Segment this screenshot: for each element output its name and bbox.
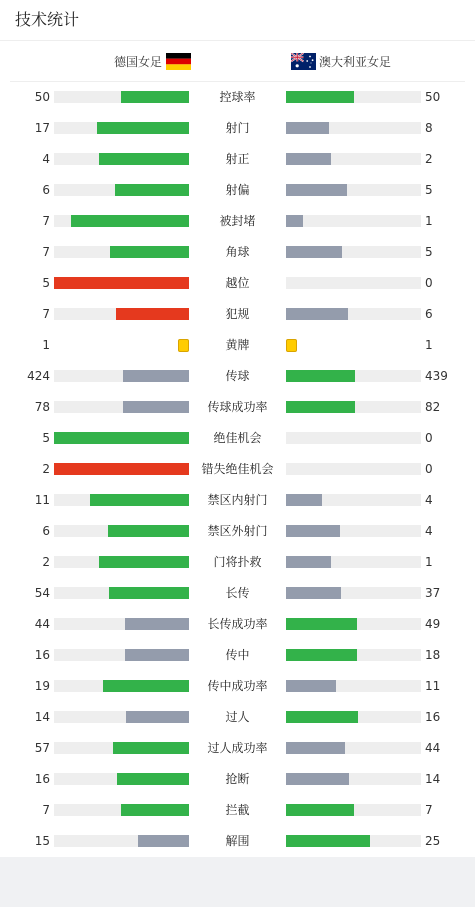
away-stat-bar-fill: [286, 556, 331, 568]
away-stat-value: 1: [425, 338, 433, 352]
home-stat-value: 7: [42, 245, 50, 259]
stat-row: [0, 485, 475, 516]
away-stat-bar: [286, 432, 421, 444]
away-stat-value: 82: [425, 400, 441, 414]
home-stat-value: 17: [34, 121, 50, 135]
home-stat-bar: [54, 835, 189, 847]
stat-label: 射门: [225, 121, 250, 135]
stat-label: 黄牌: [225, 338, 250, 352]
home-stat-value: 1: [42, 338, 50, 352]
away-stat-bar: [286, 804, 421, 816]
away-stat-bar-fill: [286, 184, 347, 196]
away-stat-value: 37: [425, 586, 441, 600]
stat-label: 过人成功率: [207, 741, 268, 755]
away-stat-value: 5: [425, 183, 433, 197]
stat-label: 过人: [225, 710, 250, 724]
away-stat-bar-fill: [286, 215, 303, 227]
home-stat-bar-fill: [126, 711, 189, 723]
away-stat-bar-fill: [286, 370, 355, 382]
home-stat-bar: [54, 494, 189, 506]
away-stat-bar: [286, 587, 421, 599]
stat-row: [0, 764, 475, 795]
home-stat-bar: [54, 680, 189, 692]
away-stat-bar: [286, 556, 421, 568]
stat-row: [0, 826, 475, 857]
stat-label: 禁区外射门: [207, 524, 268, 538]
away-stat-bar-fill: [286, 773, 349, 785]
home-stat-bar-fill: [110, 246, 189, 258]
stat-row: [0, 175, 475, 206]
stat-label: 角球: [225, 245, 250, 259]
stat-row: [0, 237, 475, 268]
stat-label: 控球率: [219, 90, 256, 104]
home-stat-value: 50: [34, 90, 50, 104]
away-stat-value: 1: [425, 555, 433, 569]
stats-list: [0, 82, 475, 857]
home-stat-value: 4: [42, 152, 50, 166]
home-stat-bar-fill: [97, 122, 189, 134]
home-stat-bar-fill: [90, 494, 189, 506]
yellow-card-icon: [286, 339, 297, 352]
home-stat-bar-fill: [54, 277, 189, 289]
away-stat-bar-fill: [286, 587, 341, 599]
stat-label: 射正: [225, 152, 250, 166]
stat-label: 犯规: [225, 307, 250, 321]
stat-row: [0, 392, 475, 423]
home-stat-bar-fill: [108, 525, 189, 537]
away-stat-value: 25: [425, 834, 441, 848]
home-stat-value: 19: [34, 679, 50, 693]
home-stat-value: 57: [34, 741, 50, 755]
stat-label: 长传: [225, 586, 250, 600]
stat-row: [0, 361, 475, 392]
home-stat-value: 14: [34, 710, 50, 724]
page-title: 技术统计: [15, 10, 80, 29]
away-stat-value: 0: [425, 462, 433, 476]
stat-row: [0, 609, 475, 640]
home-stat-value: 78: [34, 400, 50, 414]
away-stat-value: 4: [425, 493, 433, 507]
stat-label: 禁区内射门: [207, 493, 268, 507]
home-stat-value: 2: [42, 462, 50, 476]
home-stat-bar-fill: [71, 215, 189, 227]
away-stat-value: 6: [425, 307, 433, 321]
away-stat-value: 5: [425, 245, 433, 259]
home-stat-value: 7: [42, 307, 50, 321]
home-stat-bar: [54, 91, 189, 103]
home-stat-bar-fill: [115, 184, 189, 196]
stat-label: 越位: [225, 276, 250, 290]
away-stat-bar-fill: [286, 122, 329, 134]
stat-row: [0, 82, 475, 113]
away-stat-bar: [286, 308, 421, 320]
home-stat-bar-fill: [138, 835, 189, 847]
away-stat-value: 2: [425, 152, 433, 166]
away-stat-value: 14: [425, 772, 441, 786]
stat-label: 传球成功率: [207, 400, 268, 414]
stat-row: [0, 547, 475, 578]
home-stat-bar-fill: [117, 773, 189, 785]
home-stat-bar-fill: [121, 91, 189, 103]
home-stat-bar-fill: [121, 804, 189, 816]
stat-label: 错失绝佳机会: [201, 462, 274, 476]
away-stat-value: 0: [425, 431, 433, 445]
away-stat-bar: [286, 463, 421, 475]
away-stat-bar: [286, 494, 421, 506]
home-stat-bar-fill: [123, 370, 189, 382]
home-stat-bar-fill: [54, 463, 189, 475]
home-team[interactable]: [114, 41, 191, 81]
stat-label: 绝佳机会: [213, 431, 262, 445]
home-stat-bar-fill: [125, 649, 189, 661]
stat-row: [0, 113, 475, 144]
away-stat-value: 50: [425, 90, 441, 104]
away-stat-bar: [286, 711, 421, 723]
home-stat-bar: [54, 649, 189, 661]
home-stat-bar-fill: [125, 618, 189, 630]
away-team-name: 澳大利亚女足: [319, 54, 392, 69]
stat-row: [0, 671, 475, 702]
away-stat-value: 8: [425, 121, 433, 135]
stat-label: 射偏: [225, 183, 250, 197]
stat-row: [0, 795, 475, 826]
away-stat-bar: [286, 773, 421, 785]
away-stat-bar: [286, 370, 421, 382]
home-stat-bar: [54, 122, 189, 134]
stat-row: [0, 144, 475, 175]
away-stat-value: 7: [425, 803, 433, 817]
stat-row: [0, 640, 475, 671]
away-stat-bar: [286, 122, 421, 134]
away-stat-bar-fill: [286, 742, 345, 754]
away-stat-bar-fill: [286, 804, 354, 816]
stat-label: 解围: [225, 834, 250, 848]
stat-row: [0, 423, 475, 454]
home-stat-bar: [54, 618, 189, 630]
home-stat-bar: [54, 804, 189, 816]
away-stat-bar-fill: [286, 525, 340, 537]
away-stat-bar-fill: [286, 153, 331, 165]
away-stat-bar-fill: [286, 649, 357, 661]
home-stat-bar-fill: [113, 742, 189, 754]
home-stat-value: 424: [27, 369, 50, 383]
stat-row: [0, 206, 475, 237]
stat-row: [0, 299, 475, 330]
home-stat-bar: [54, 742, 189, 754]
away-stat-bar: [286, 277, 421, 289]
stat-label: 抢断: [225, 772, 250, 786]
home-stat-bar: [54, 277, 189, 289]
away-stat-bar-fill: [286, 91, 354, 103]
stat-label: 被封堵: [219, 214, 256, 228]
stat-row: [0, 268, 475, 299]
away-stat-bar: [286, 215, 421, 227]
home-stat-bar-fill: [123, 401, 189, 413]
home-stat-bar-fill: [103, 680, 189, 692]
home-stat-bar: [54, 773, 189, 785]
home-stat-bar: [54, 153, 189, 165]
teams-header: [0, 41, 475, 81]
stat-label: 门将扑救: [213, 555, 262, 569]
home-stat-bar-fill: [109, 587, 189, 599]
away-stat-bar: [286, 153, 421, 165]
home-stat-bar-fill: [54, 432, 189, 444]
away-stat-value: 1: [425, 214, 433, 228]
stat-row: [0, 733, 475, 764]
germany-flag-icon: [166, 53, 191, 70]
away-stat-bar: [286, 91, 421, 103]
away-stat-bar: [286, 525, 421, 537]
yellow-card-icon: [178, 339, 189, 352]
home-team-name: 德国女足: [114, 54, 163, 69]
australia-flag-icon: [291, 53, 316, 70]
home-stat-value: 15: [34, 834, 50, 848]
home-stat-bar-fill: [99, 153, 189, 165]
stat-row: [0, 516, 475, 547]
home-stat-value: 54: [34, 586, 50, 600]
home-stat-value: 6: [42, 524, 50, 538]
away-stat-value: 4: [425, 524, 433, 538]
away-stat-bar-fill: [286, 401, 355, 413]
home-stat-bar: [54, 401, 189, 413]
home-stat-bar: [54, 525, 189, 537]
away-stat-bar-fill: [286, 711, 358, 723]
home-stat-bar: [54, 184, 189, 196]
home-stat-bar: [54, 308, 189, 320]
home-stat-bar: [54, 215, 189, 227]
stat-label: 传中成功率: [207, 679, 268, 693]
away-stat-bar: [286, 618, 421, 630]
away-stat-bar: [286, 742, 421, 754]
home-stat-value: 44: [34, 617, 50, 631]
stat-row: [0, 454, 475, 485]
away-stat-bar: [286, 184, 421, 196]
home-stat-bar-fill: [99, 556, 189, 568]
home-stat-bar: [54, 587, 189, 599]
away-stat-bar-fill: [286, 308, 348, 320]
away-stat-bar: [286, 649, 421, 661]
away-stat-bar: [286, 680, 421, 692]
stat-row: [0, 578, 475, 609]
home-stat-value: 6: [42, 183, 50, 197]
away-stat-value: 16: [425, 710, 441, 724]
home-stat-bar: [54, 432, 189, 444]
stat-row: [0, 330, 475, 361]
home-stat-value: 16: [34, 648, 50, 662]
home-stat-value: 7: [42, 214, 50, 228]
home-stat-bar-fill: [116, 308, 189, 320]
stat-label: 长传成功率: [207, 617, 268, 631]
away-stat-bar: [286, 835, 421, 847]
home-stat-value: 16: [34, 772, 50, 786]
stat-label: 传中: [225, 648, 250, 662]
away-stat-value: 11: [425, 679, 441, 693]
away-stat-value: 0: [425, 276, 433, 290]
away-stat-value: 44: [425, 741, 441, 755]
home-stat-value: 5: [42, 276, 50, 290]
away-stat-bar-fill: [286, 618, 357, 630]
home-stat-value: 11: [34, 493, 50, 507]
away-stat-bar-fill: [286, 494, 322, 506]
home-stat-bar: [54, 246, 189, 258]
home-stat-bar: [54, 711, 189, 723]
away-stat-value: 18: [425, 648, 441, 662]
away-team[interactable]: [291, 41, 391, 81]
away-stat-bar: [286, 246, 421, 258]
home-stat-bar: [54, 463, 189, 475]
stat-label: 传球: [225, 369, 250, 383]
home-stat-value: 5: [42, 431, 50, 445]
stat-label: 拦截: [225, 803, 250, 817]
away-stat-bar-fill: [286, 835, 370, 847]
away-stat-bar-fill: [286, 246, 342, 258]
home-stat-value: 7: [42, 803, 50, 817]
away-stat-bar: [286, 401, 421, 413]
home-stat-value: 2: [42, 555, 50, 569]
away-stat-bar-fill: [286, 680, 336, 692]
away-stat-value: 439: [425, 369, 448, 383]
stat-row: [0, 702, 475, 733]
home-stat-bar: [54, 556, 189, 568]
home-stat-bar: [54, 370, 189, 382]
away-stat-value: 49: [425, 617, 441, 631]
